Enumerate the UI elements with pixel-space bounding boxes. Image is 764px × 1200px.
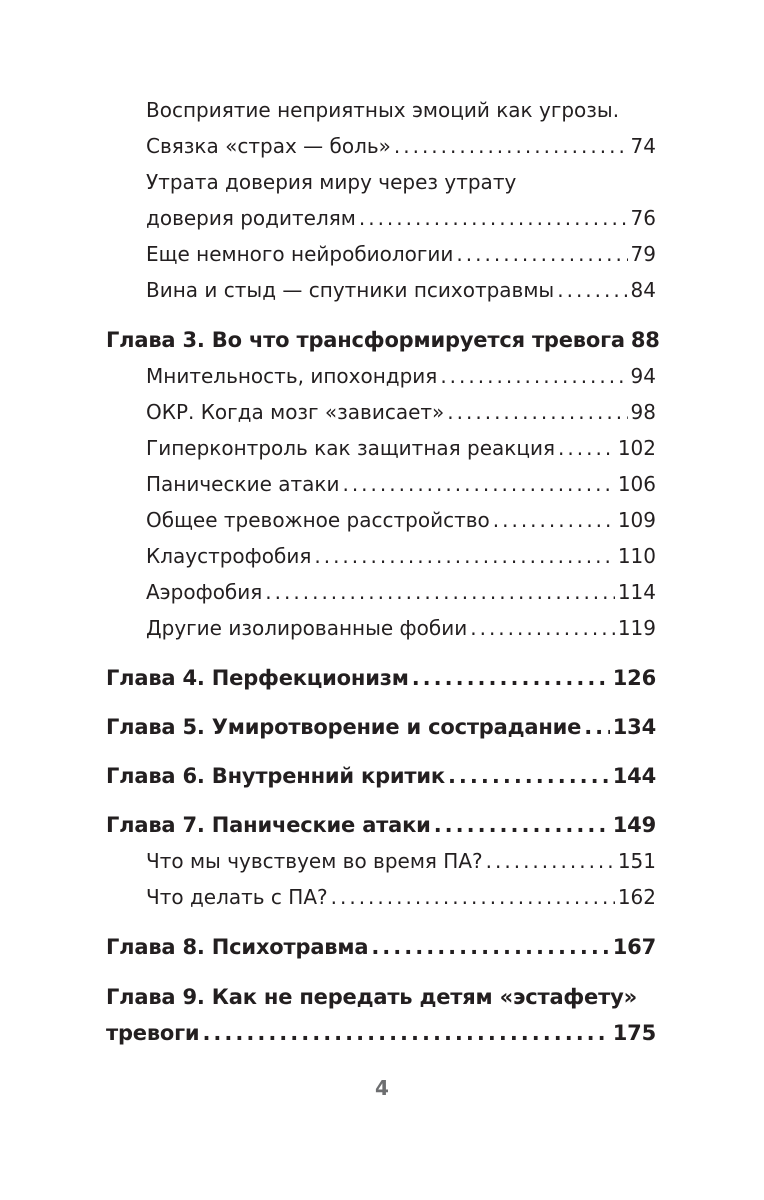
toc-chapter-title: Глава 8. Психотравма (106, 935, 369, 959)
toc-chapter-title: Глава 4. Перфекционизм (106, 666, 409, 690)
dot-leader (447, 394, 627, 430)
toc-chapter[interactable] (106, 929, 656, 965)
toc-chapter-page: 88 (630, 328, 660, 352)
toc-entry[interactable] (106, 236, 656, 272)
toc-chapter[interactable] (106, 709, 656, 745)
toc-entry-page: 94 (630, 364, 656, 388)
toc-chapter-title: Глава 6. Внутренний критик (106, 764, 445, 788)
toc-entry-page: 98 (630, 400, 656, 424)
toc-entry[interactable] (106, 358, 656, 394)
toc-chapter[interactable] (106, 807, 656, 843)
dot-leader (394, 128, 628, 164)
toc-chapter-page: 175 (612, 1021, 656, 1045)
toc-entry-page: 109 (617, 508, 656, 532)
toc-entry-page: 114 (617, 580, 656, 604)
toc-chapter[interactable] (106, 1015, 656, 1051)
toc-entry-title: Панические атаки (146, 472, 340, 496)
dot-leader (371, 929, 609, 965)
toc-chapter-title: Глава 7. Панические атаки (106, 813, 431, 837)
toc-entry[interactable] (106, 610, 656, 646)
toc-entry[interactable] (106, 843, 656, 879)
dot-leader (486, 843, 615, 879)
toc-chapter-title: Глава 5. Умиротворение и сострадание (106, 715, 582, 739)
dot-leader (440, 358, 627, 394)
toc-chapter-title-line: Глава 9. Как не передать детям «эстафету» (106, 985, 637, 1009)
toc-entry[interactable] (106, 538, 656, 574)
dot-leader (558, 430, 615, 466)
dot-leader (584, 709, 610, 745)
toc-entry-page: 151 (617, 849, 656, 873)
toc-entry-title: Еще немного нейробиологии (146, 242, 454, 266)
dot-leader (448, 758, 610, 794)
toc-entry-title-line: Утрата доверия миру через утрату (146, 170, 517, 194)
toc-chapter[interactable] (106, 758, 656, 794)
toc-chapter[interactable] (106, 322, 660, 358)
toc-entry[interactable] (106, 502, 656, 538)
toc-entry-title: Гиперконтроль как защитная реакция (146, 436, 556, 460)
page-number: 4 (375, 1076, 389, 1100)
toc-chapter-page: 126 (612, 666, 656, 690)
toc-entry-title: Что мы чувствуем во время ПА? (146, 849, 483, 873)
dot-leader (202, 1015, 609, 1051)
toc-chapter-title: тревоги (106, 1021, 200, 1045)
toc-entry-page: 119 (617, 616, 656, 640)
dot-leader (314, 538, 614, 574)
toc-chapter-page: 144 (612, 764, 656, 788)
toc-entry[interactable] (106, 394, 656, 430)
table-of-contents (106, 92, 660, 1051)
toc-entry-title: Другие изолированные фобии (146, 616, 468, 640)
dot-leader (331, 879, 615, 915)
toc-entry-page: 79 (630, 242, 656, 266)
toc-entry-page: 110 (617, 544, 656, 568)
toc-entry[interactable] (106, 430, 656, 466)
dot-leader (456, 236, 627, 272)
toc-chapter-page: 167 (612, 935, 656, 959)
toc-entry[interactable] (106, 272, 656, 308)
dot-leader (493, 502, 615, 538)
toc-entry-page: 106 (617, 472, 656, 496)
toc-entry-title: ОКР. Когда мозг «зависает» (146, 400, 445, 424)
toc-entry[interactable] (106, 200, 656, 236)
toc-entry-title: Вина и стыд — спутники психотравмы (146, 278, 555, 302)
toc-entry-title-line: Восприятие неприятных эмоций как угрозы. (146, 98, 620, 122)
dot-leader (434, 807, 610, 843)
toc-entry-page: 74 (630, 134, 656, 158)
toc-entry-title: Что делать с ПА? (146, 885, 328, 909)
toc-entry-page: 102 (617, 436, 656, 460)
dot-leader (557, 272, 627, 308)
toc-entry[interactable] (106, 128, 656, 164)
toc-entry-title: Мнительность, ипохондрия (146, 364, 438, 388)
dot-leader (470, 610, 615, 646)
toc-entry[interactable] (106, 574, 656, 610)
toc-entry[interactable] (106, 466, 656, 502)
toc-chapter-page: 134 (612, 715, 656, 739)
toc-entry-title: Клаустрофобия (146, 544, 312, 568)
dot-leader (412, 660, 610, 696)
toc-entry-page: 76 (630, 206, 656, 230)
dot-leader (342, 466, 614, 502)
dot-leader (265, 574, 615, 610)
toc-entry-title: доверия родителям (146, 206, 356, 230)
dot-leader (359, 200, 628, 236)
toc-chapter[interactable] (106, 660, 656, 696)
toc-entry-title: Аэрофобия (146, 580, 263, 604)
toc-entry-title: Общее тревожное расстройство (146, 508, 490, 532)
toc-entry-title: Связка «страх — боль» (146, 134, 391, 158)
toc-entry-page: 84 (630, 278, 656, 302)
toc-entry[interactable] (106, 879, 656, 915)
toc-entry-page: 162 (617, 885, 656, 909)
toc-chapter-title: Глава 3. Во что трансформируется тревога (106, 328, 625, 352)
toc-chapter-page: 149 (612, 813, 656, 837)
